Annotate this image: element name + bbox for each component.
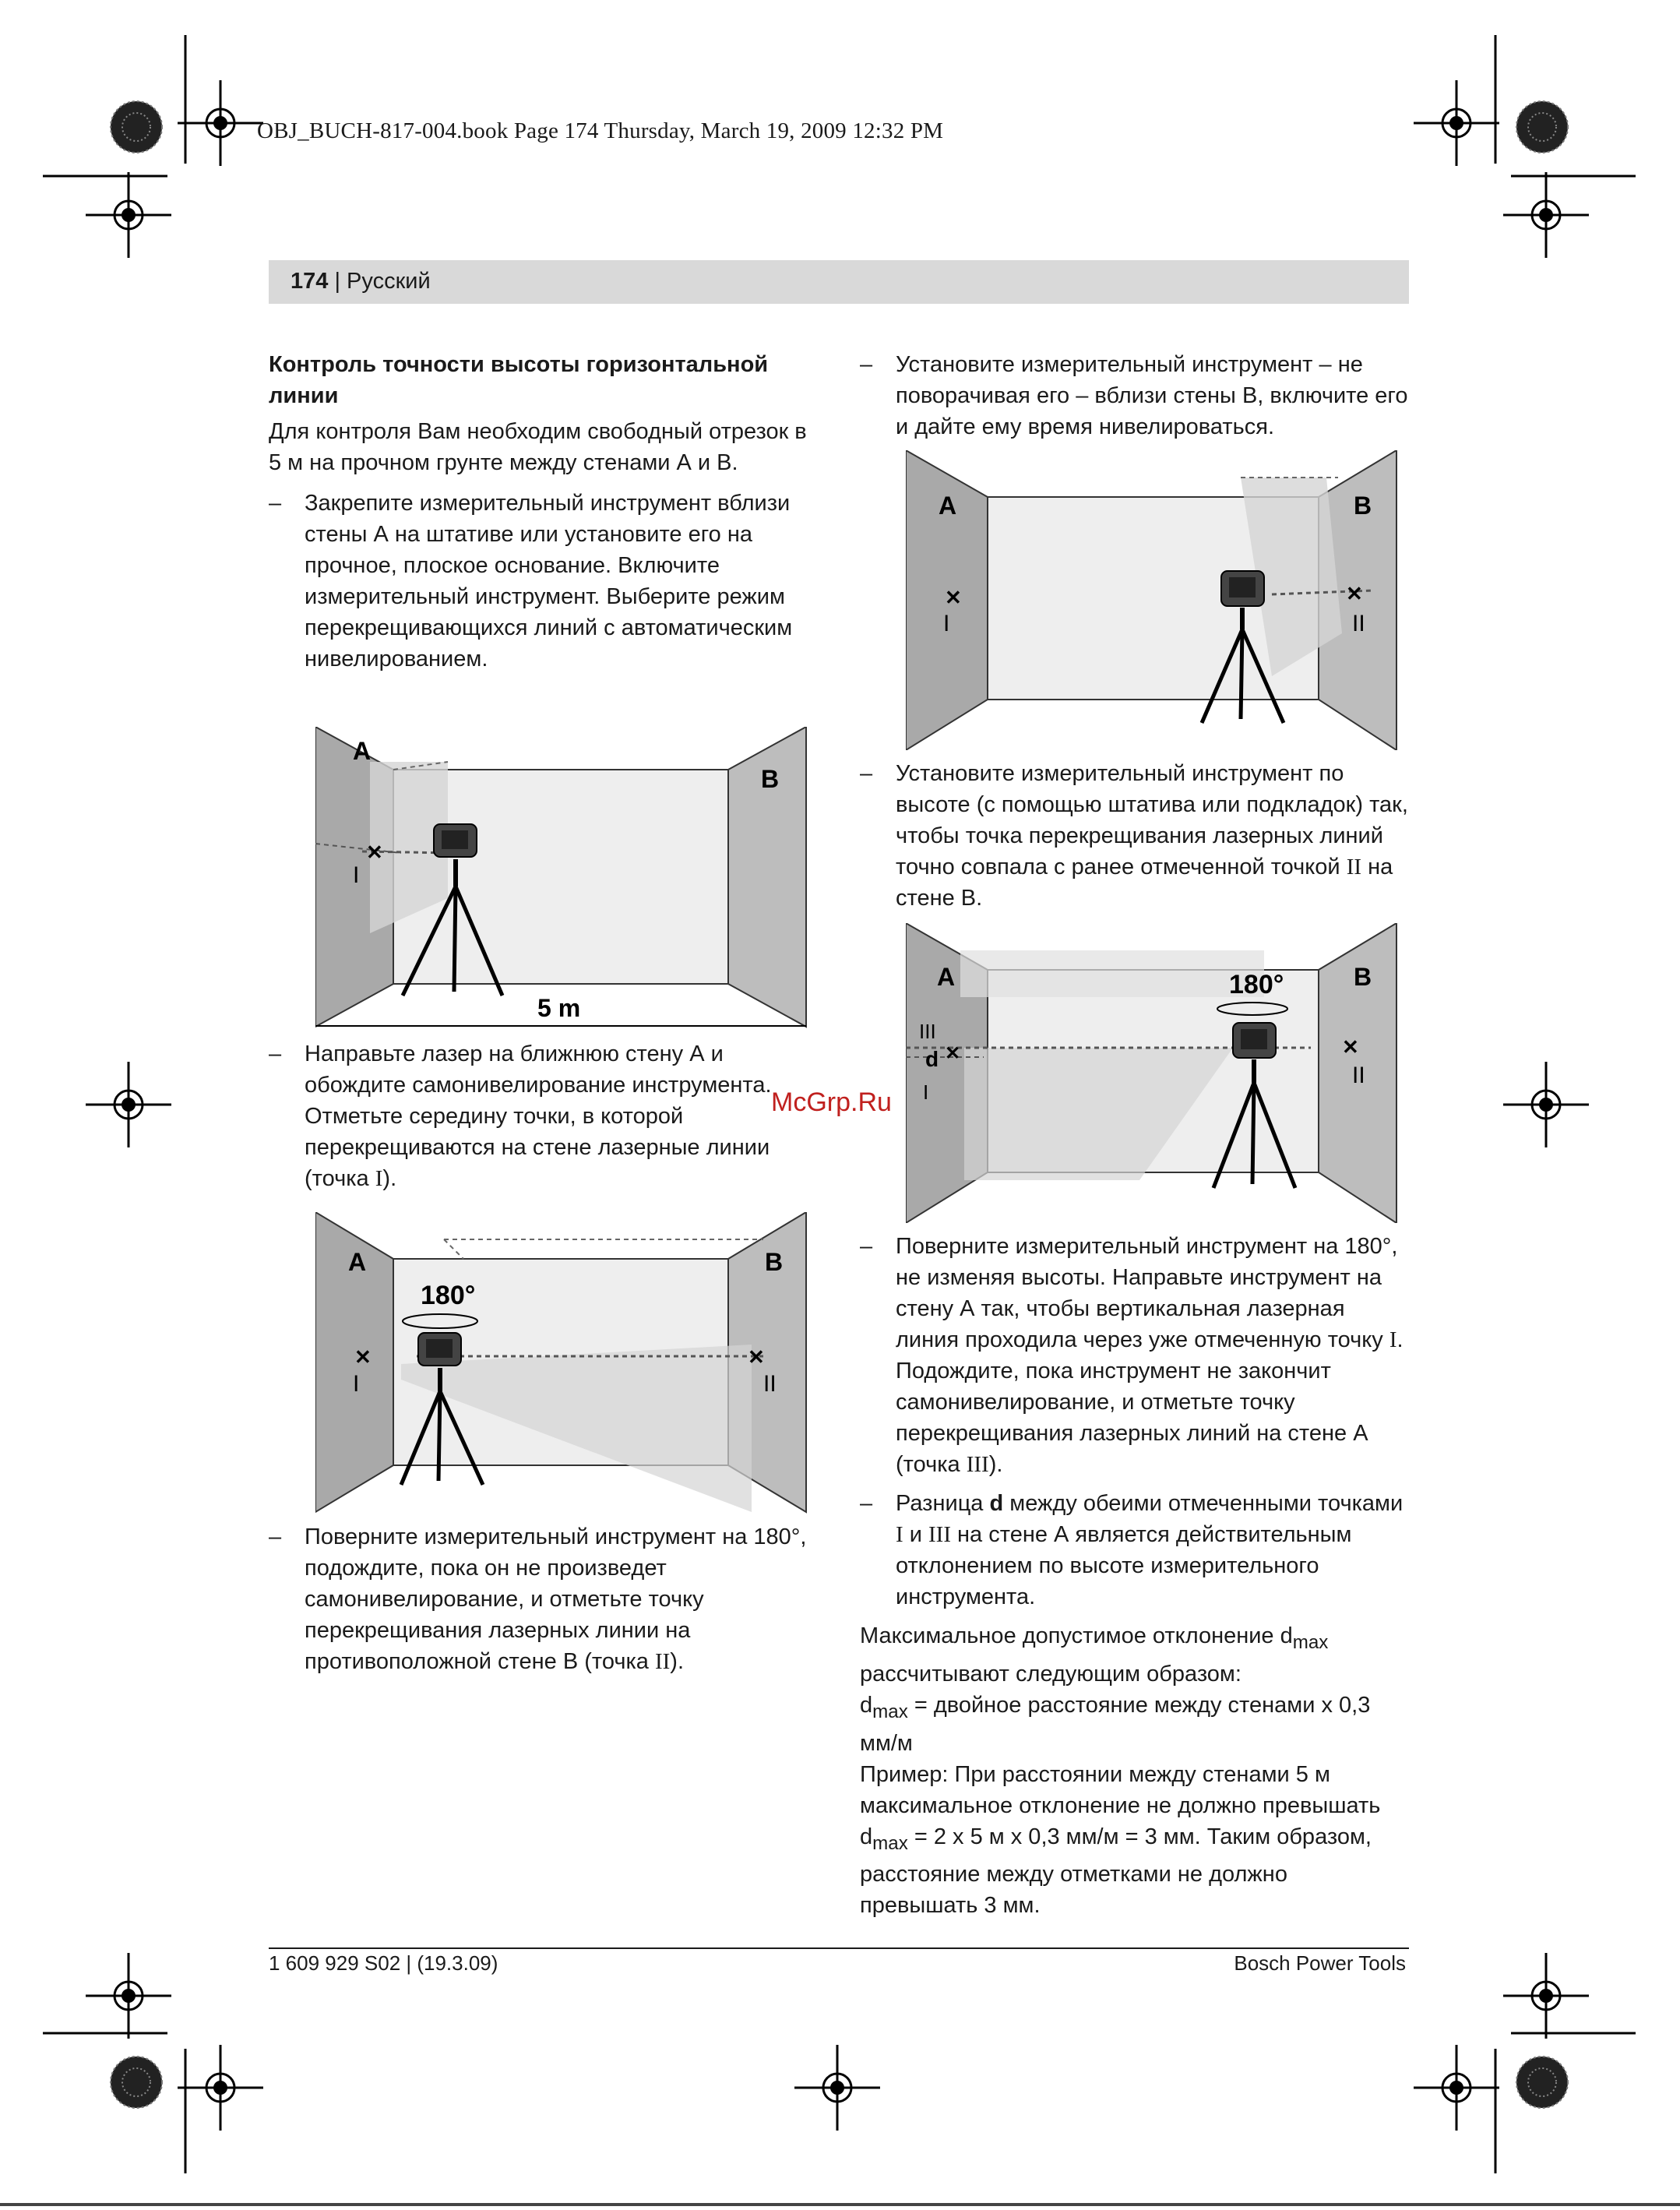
- figure-1-setup-wall-a: [315, 727, 810, 1031]
- roman-numeral: I: [896, 1522, 903, 1547]
- point-2-label: II: [1352, 611, 1365, 636]
- list-item: [860, 349, 1409, 442]
- step-5-end: на стене В.: [896, 855, 1393, 911]
- right-column: [860, 349, 1409, 450]
- list-dash: –: [269, 1524, 282, 1549]
- example-text-b: = 2 x 5 м x 0,3 мм/м = 3 мм. Таким образом, расстояние между отметками не должно превышать 3 мм.: [860, 1824, 1372, 1919]
- rotation-label: 180°: [1229, 970, 1284, 999]
- point-2-label: II: [1352, 1063, 1365, 1088]
- left-column: [269, 349, 818, 682]
- point-mark: ✕: [1342, 1035, 1359, 1059]
- step-4-text: Установите измерительный инструмент – не поворачивая его – вблизи стены В, включите его и дайте ему время нивелироваться.: [896, 352, 1408, 439]
- step-7-part-d: на стене А является действительным отклонением по высоте измерительного инструмента.: [896, 1522, 1352, 1609]
- point-mark: ✕: [366, 841, 383, 864]
- right-column-end: [860, 1231, 1409, 1921]
- crosshair-mark: [178, 2045, 263, 2131]
- wall-a-label: A: [353, 737, 372, 765]
- left-column-continued: [269, 1038, 818, 1202]
- roman-numeral: I: [375, 1166, 383, 1191]
- point-mark: ✕: [945, 586, 962, 609]
- roman-numeral: III: [966, 1452, 989, 1477]
- list-item: [269, 1521, 818, 1677]
- step-3-end: ).: [670, 1649, 685, 1674]
- max-deviation-paragraph: [860, 1620, 1409, 1690]
- example-subscript: max: [872, 1832, 908, 1854]
- point-1-label: I: [943, 611, 950, 636]
- wall-a-label: A: [939, 492, 957, 520]
- max-subscript: max: [1292, 1631, 1329, 1653]
- formula-text: = двойное расстояние между стенами x 0,3 мм/м: [860, 1692, 1371, 1756]
- roman-numeral: II: [654, 1649, 671, 1674]
- step-3-main: Поверните измерительный инструмент на 180°, подождите, пока он не произведет самонивелирование, и отметьте точку перекрещивания лазерных линии на противоположной стене В (точка: [305, 1524, 807, 1674]
- rotation-label: 180°: [421, 1281, 476, 1310]
- example-d: d: [860, 1824, 873, 1849]
- crosshair-mark: [178, 80, 263, 166]
- wall-a-label: A: [937, 963, 956, 991]
- point-1-label: I: [353, 1371, 360, 1397]
- step-1-text: Закрепите измерительный инструмент вблизи стены А на штативе или установите его на прочное, плоское основание. Включите измерительный инструмент. Выберите режим перекрещивающихся линий с автоматическим нивелированием.: [305, 491, 793, 671]
- rosette-mark: [1516, 2057, 1568, 2108]
- wall-a-label: A: [348, 1248, 367, 1276]
- wall-b-label: B: [1354, 963, 1372, 991]
- list-item: [860, 1488, 1409, 1613]
- point-2-label: II: [763, 1371, 777, 1397]
- intro-paragraph: Для контроля Вам необходим свободный отрезок в 5 м на прочном грунте между стенами А и В.: [269, 419, 807, 475]
- formula-d: d: [860, 1692, 873, 1718]
- point-mark: ✕: [1346, 582, 1363, 605]
- d-symbol: d: [989, 1491, 1004, 1516]
- example-paragraph: [860, 1759, 1409, 1922]
- page-title: [291, 269, 431, 294]
- crosshair-mark: [1414, 80, 1499, 166]
- book-header: OBJ_BUCH-817-004.book Page 174 Thursday, March 19, 2009 12:32 PM: [257, 118, 944, 143]
- rosette-mark: [111, 101, 162, 153]
- watermark: McGrp.Ru: [771, 1087, 892, 1117]
- list-item: [860, 1231, 1409, 1480]
- footer-brand: Bosch Power Tools: [1234, 1951, 1406, 1975]
- step-2-text: [305, 1042, 772, 1191]
- crosshair-mark: [794, 2045, 880, 2131]
- rosette-mark: [1516, 101, 1568, 153]
- crosshair-mark: [1503, 1953, 1589, 2039]
- crosshair-mark: [1503, 1062, 1589, 1147]
- language-label: Русский: [347, 269, 431, 294]
- formula-subscript: max: [872, 1701, 908, 1722]
- point-1-label: I: [923, 1080, 929, 1104]
- crosshair-mark: [1503, 172, 1589, 258]
- list-dash: –: [269, 1042, 282, 1066]
- roman-numeral: I: [1389, 1327, 1397, 1352]
- step-7-part-a: Разница: [896, 1491, 990, 1516]
- point-1-label: I: [353, 862, 360, 888]
- figure-3-setup-wall-b: [906, 450, 1400, 750]
- point-mark: ✕: [748, 1345, 765, 1369]
- crosshair-mark: [86, 1062, 171, 1147]
- distance-label: 5 m: [537, 994, 581, 1022]
- crosshair-mark: [86, 172, 171, 258]
- point-mark: ✕: [354, 1345, 372, 1369]
- crosshair-mark: [86, 1953, 171, 2039]
- footer-doc-number: 1 609 929 S02 | (19.3.09): [269, 1951, 498, 1975]
- list-item: [269, 1038, 818, 1194]
- list-dash: –: [860, 1491, 873, 1516]
- step-6-part-a: Поверните измерительный инструмент на 180°, не изменяя высоты. Направьте инструмент на стену А так, чтобы вертикальная лазерная линия проходила через уже отмеченную точку: [896, 1234, 1398, 1352]
- step-7-part-b: между обеими отмеченными точками: [1003, 1491, 1404, 1516]
- figure-4-rotate-to-wall-a: [906, 923, 1400, 1223]
- max-dev-text-a: Максимальное допустимое отклонение d: [860, 1623, 1293, 1648]
- step-5-main: Установите измерительный инструмент по высоте (с помощью штатива или подкладок) так, чтобы точка перекрещивания лазерных линий точно совпала с ранее отмеченной точкой: [896, 761, 1408, 879]
- list-item: [860, 758, 1409, 914]
- step-7-text: [896, 1491, 1403, 1609]
- step-6-text: [896, 1234, 1404, 1477]
- example-text-a: Пример: При расстоянии между стенами 5 м максимальное отклонение не должно превышать: [860, 1761, 1381, 1818]
- roman-numeral: II: [1346, 855, 1362, 879]
- wall-b-label: B: [1354, 492, 1372, 520]
- section-heading: Контроль точности высоты горизонтальной линии: [269, 352, 769, 408]
- footer-divider: [269, 1947, 1409, 1949]
- point-3-label: III: [919, 1020, 936, 1043]
- page-number: 174: [291, 269, 329, 294]
- formula-paragraph: [860, 1690, 1409, 1759]
- max-dev-text-b: рассчитывают следующим образом:: [860, 1661, 1242, 1687]
- step-6-part-b: . Подождите, пока инструмент не закончит самонивелирование, и отметьте точку перекрещивания лазерных линий на стене А (точка: [896, 1327, 1404, 1477]
- separator: |: [328, 269, 347, 294]
- step-3-text: [305, 1524, 806, 1674]
- list-dash: –: [269, 491, 282, 516]
- point-mark: ✕: [945, 1043, 961, 1064]
- step-5-text: [896, 761, 1408, 911]
- step-2-end: ).: [382, 1166, 397, 1191]
- wall-b-label: B: [761, 765, 780, 793]
- left-column-end: [269, 1521, 818, 1685]
- crosshair-mark: [1414, 2045, 1499, 2131]
- step-2-main: Направьте лазер на ближнюю стену А и обождите самонивелирование инструмента. Отметьте середину точки, в которой перекрещиваются на стене лазерные линии (точка: [305, 1042, 772, 1191]
- list-dash: –: [860, 761, 873, 786]
- list-dash: –: [860, 352, 873, 377]
- wall-b-label: B: [765, 1248, 784, 1276]
- list-dash: –: [860, 1234, 873, 1259]
- right-column-continued: [860, 758, 1409, 922]
- difference-label: d: [925, 1047, 939, 1071]
- step-6-part-c: ).: [988, 1452, 1003, 1477]
- list-item: [269, 488, 818, 675]
- step-7-part-c: и: [903, 1522, 928, 1547]
- roman-numeral: III: [928, 1522, 951, 1547]
- figure-2-rotate-to-wall-b: [315, 1212, 810, 1516]
- page-header-bar: [269, 260, 1409, 304]
- rosette-mark: [111, 2057, 162, 2108]
